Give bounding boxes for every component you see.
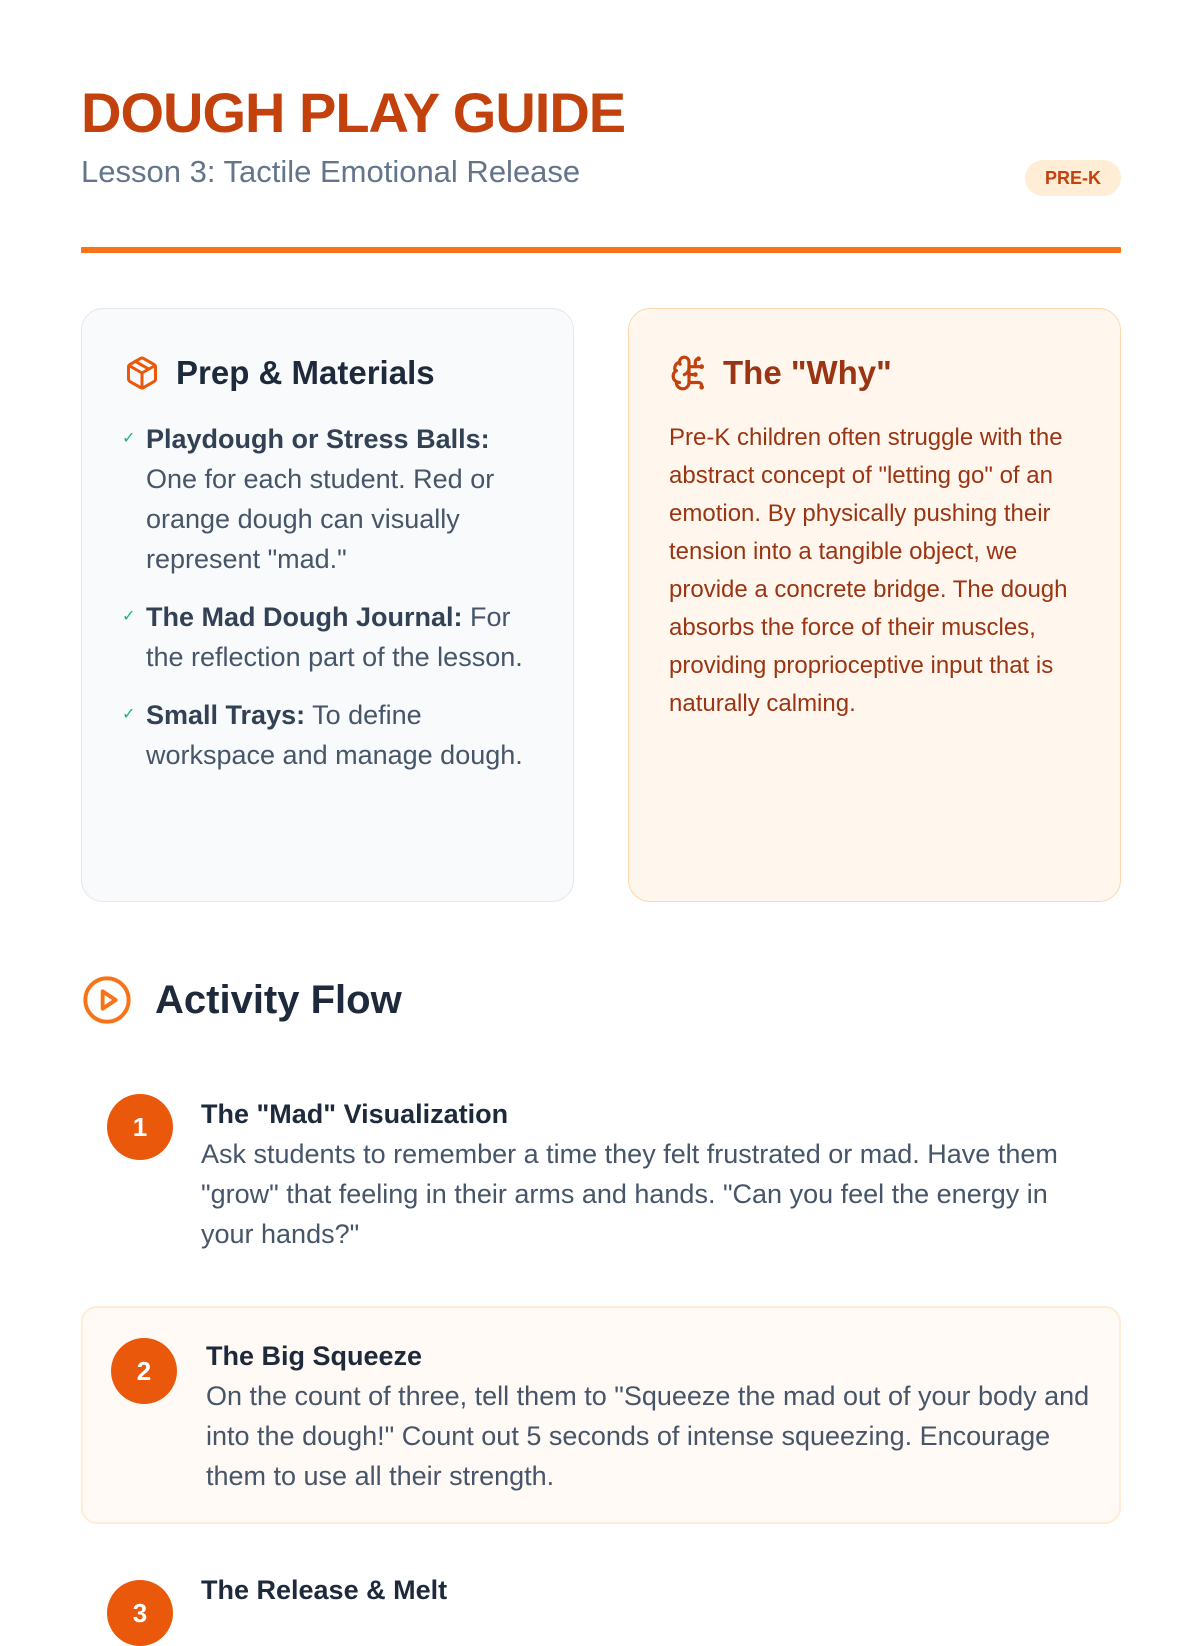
check-icon: ✓ bbox=[122, 706, 136, 723]
materials-card bbox=[81, 308, 574, 902]
material-name: Small Trays: bbox=[146, 700, 306, 730]
materials-title: Prep & Materials bbox=[176, 354, 435, 391]
step-title: The "Mad" Visualization bbox=[201, 1099, 509, 1129]
activity-step bbox=[81, 1568, 1121, 1628]
step-body bbox=[201, 1570, 1095, 1610]
list-item bbox=[122, 419, 533, 579]
step-description: Ask students to remember a time they felt frustrated or mad. Have them "grow" that feeling in their arms and hands. "Can you feel the energy in your hands?" bbox=[201, 1139, 1058, 1249]
material-text bbox=[146, 597, 533, 677]
subtitle-row bbox=[81, 150, 1121, 198]
material-desc: To define workspace and manage dough. bbox=[146, 700, 523, 770]
material-desc: For the reflection part of the lesson. bbox=[146, 602, 523, 672]
page-header bbox=[81, 80, 1121, 198]
materials-list bbox=[122, 419, 533, 775]
why-title: The "Why" bbox=[723, 354, 892, 391]
brain-icon bbox=[669, 353, 709, 393]
why-header bbox=[669, 349, 1080, 397]
material-name: Playdough or Stress Balls: bbox=[146, 424, 490, 454]
page-title: DOUGH PLAY GUIDE bbox=[81, 81, 626, 144]
list-item bbox=[122, 597, 533, 677]
play-circle-icon bbox=[81, 974, 133, 1026]
check-icon: ✓ bbox=[122, 608, 136, 625]
list-item bbox=[122, 695, 533, 775]
why-paragraph: Pre-K children often struggle with the abstract concept of "letting go" of an emotion. By physically pushing their tension into a tangible object, we provide a concrete bridge. The dough absorbs the force of their muscles, providing proprioceptive input that is naturally calming. bbox=[669, 424, 1068, 717]
why-card bbox=[628, 308, 1121, 902]
step-description: On the count of three, tell them to "Squeeze the mad out of your body and into the dough!" Count out 5 seconds of intense squeezing. Encourage them to use all their strength. bbox=[206, 1381, 1090, 1491]
step-body bbox=[206, 1336, 1093, 1496]
activity-step bbox=[81, 1082, 1121, 1262]
check-icon: ✓ bbox=[122, 430, 136, 447]
step-title: The Big Squeeze bbox=[206, 1341, 423, 1371]
grade-badge: PRE-K bbox=[1025, 160, 1121, 196]
step-body bbox=[201, 1094, 1095, 1254]
material-desc: One for each student. Red or orange dough can visually represent "mad." bbox=[146, 464, 495, 574]
step-number: 2 bbox=[111, 1338, 177, 1404]
activity-title: Activity Flow bbox=[155, 977, 402, 1022]
activity-step bbox=[81, 1306, 1121, 1524]
activity-header bbox=[81, 972, 402, 1028]
lesson-subtitle: Lesson 3: Tactile Emotional Release bbox=[81, 154, 581, 189]
material-text bbox=[146, 695, 533, 775]
materials-header bbox=[122, 349, 533, 397]
step-number: 3 bbox=[107, 1580, 173, 1646]
header-divider bbox=[81, 247, 1121, 253]
step-title: The Release & Melt bbox=[201, 1575, 448, 1605]
package-icon bbox=[122, 353, 162, 393]
step-number: 1 bbox=[107, 1094, 173, 1160]
material-name: The Mad Dough Journal: bbox=[146, 602, 463, 632]
material-text bbox=[146, 419, 533, 579]
